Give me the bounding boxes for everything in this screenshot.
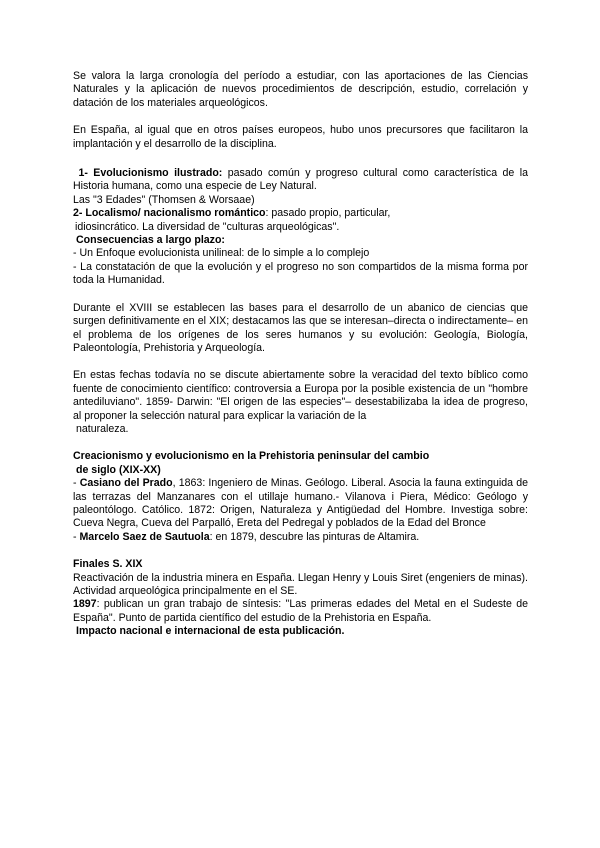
- list-item-localismo: [73, 207, 528, 220]
- section-title-creacionismo: Creacionismo y evolucionismo en la Prehistoria peninsular del cambio: [73, 450, 430, 463]
- impact-statement: Impacto nacional e internacional de esta publicación.: [76, 625, 345, 638]
- paragraph-darwin-end: naturaleza.: [76, 422, 129, 435]
- item-title-localismo: 2- Localismo/ nacionalismo romántico: [73, 207, 266, 220]
- publication-year: 1897: [73, 598, 97, 611]
- paragraph-precursors: En España, al igual que en otros países europeos, hubo unos precursores que facilitaron la implantación y el desarrollo de la disciplina.: [73, 124, 528, 150]
- tres-edades-line: Las "3 Edades" (Thomsen & Worsaae): [73, 193, 255, 206]
- item-title-evolucionismo: 1- Evolucionismo ilustrado:: [78, 167, 223, 180]
- idiosincratico-line: idiosincrático. La diversidad de "culturas arqueológicas".: [75, 220, 340, 233]
- consequence-item-1: - Un Enfoque evolucionista unilineal: de lo simple a lo complejo: [73, 247, 370, 260]
- siret-paragraph: Reactivación de la industria minera en España. Llegan Henry y Louis Siret (engeniers de minas). Actividad arqueológica principalmente en el SE.: [73, 571, 528, 597]
- paragraph-intro: Se valora la larga cronología del período a estudiar, con las aportaciones de las Ciencias Naturales y la aplicación de nuevos procedimientos de descripción, estudio, correlación y datación de los materiales arqueológicos.: [73, 70, 528, 109]
- marcelo-paragraph: - Marcelo Saez de Sautuola: en 1879, descubre las pinturas de Altamira.: [73, 530, 420, 543]
- paragraph-darwin: En estas fechas todavía no se discute abiertamente sobre la veracidad del texto bíblico como fuente de conocimiento científico: controversia a Europa por la posible existencia de un "hombre antediluviano". 1859- Darwin: "El origen de las especies"– desestabilizaba la idea de progreso, al proponer la selección natural para explicar la variación de la: [73, 369, 528, 422]
- casiano-paragraph: - Casiano del Prado, 1863: Ingeniero de Minas. Geólogo. Liberal. Asocia la fauna extinguida de las terrazas del Manzanares con el utillaje humano.- Vilanova i Piera, Médico: Geólogo y paleontólogo. Católico. 1872: Origen, Naturaleza y Antigüedad del Hombre. Investiga sobre: Cueva Negra, Cueva del Parpalló, Ereta del Pedregal y poblados de la Edad del Bronce: [73, 477, 528, 530]
- publication-paragraph: [73, 598, 528, 625]
- section-title-finales: Finales S. XIX: [73, 558, 143, 571]
- consequences-heading: Consecuencias a largo plazo:: [76, 234, 225, 247]
- item-text-localismo: : pasado propio, particular,: [265, 207, 391, 220]
- paragraph-xviii: Durante el XVIII se establecen las bases para el desarrollo de un abanico de ciencias que surgen definitivamente en el XIX; destacamos las que se interesan–directa o indirectamente– en el problema de los orígenes de los seres humanos y su evolución: Geología, Biología, Paleontología, Prehistoria y Arqueología.: [73, 301, 528, 354]
- marcelo-text: : en 1879, descubre las pinturas de Altamira.: [209, 530, 420, 543]
- casiano-text: , 1863: Ingeniero de Minas. Geólogo. Liberal. Asocia la fauna extinguida de las terrazas del Manzanares con el utillaje humano.- Vilanova i Piera, Médico: Geólogo y paleontólogo. Católico. 1872: Origen, Naturaleza y Antigüedad del Hombre. Investiga sobre: Cueva Negra, Cueva del Parpalló, Ereta del Pedregal y poblados de la Edad del Bronce: [73, 477, 528, 530]
- list-item-evolucionismo: [73, 167, 528, 194]
- item-text-evolucionismo: pasado común y progreso cultural como característica de la Historia humana, como una especie de Ley Natural.: [73, 167, 528, 193]
- consequence-item-2: - La constatación de que la evolución y el progreso no son compartidos de la misma forma por toda la Humanidad.: [73, 260, 528, 287]
- publication-text: : publican un gran trabajo de síntesis: "Las primeras edades del Metal en el Sudeste de España". Punto de partida científico del estudio de la Prehistoria en España.: [73, 598, 528, 624]
- section-title-creacionismo-line2: de siglo (XIX-XX): [76, 463, 161, 476]
- casiano-name: Casiano del Prado: [79, 477, 173, 490]
- marcelo-name: Marcelo Saez de Sautuola: [79, 530, 210, 543]
- document-page: [73, 70, 528, 639]
